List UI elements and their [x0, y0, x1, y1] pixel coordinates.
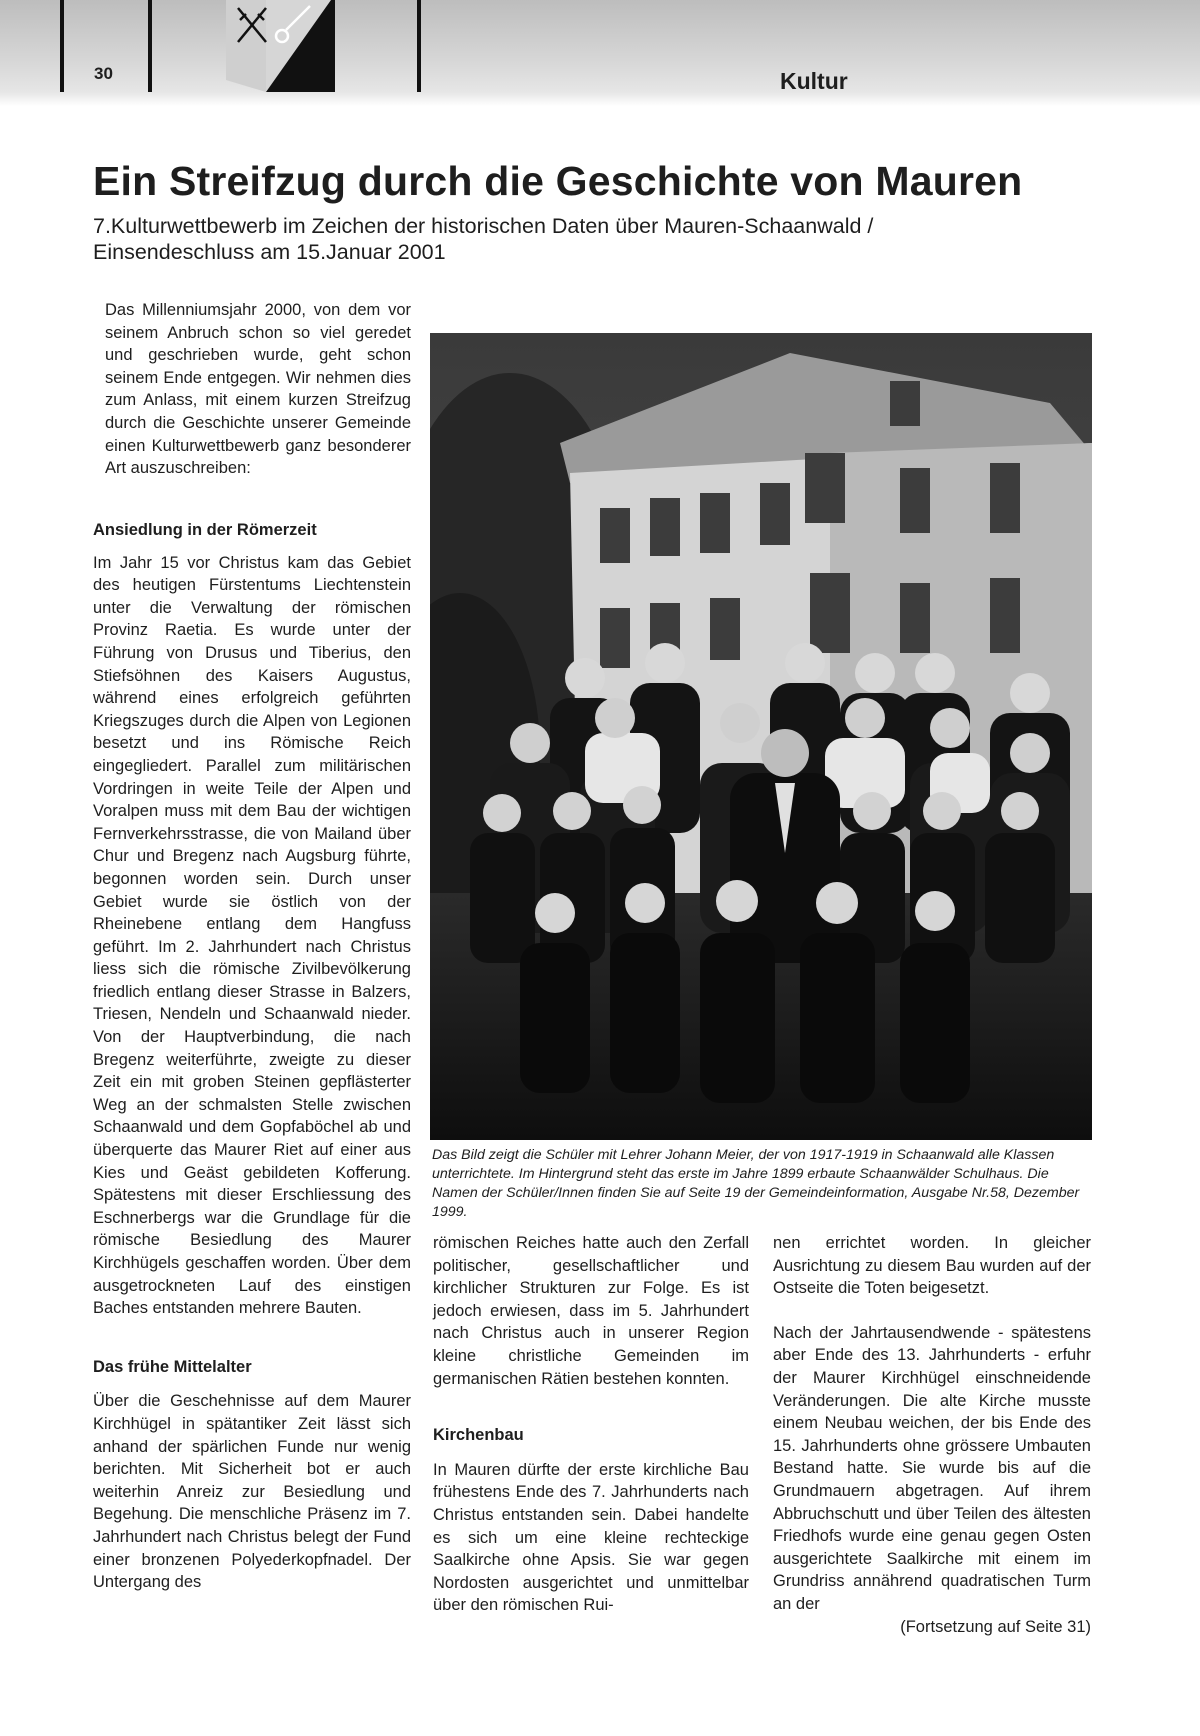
text-column-2 — [433, 1232, 749, 1617]
section-heading: Ansiedlung in der Römerzeit — [93, 521, 317, 539]
photo-caption: Das Bild zeigt die Schüler mit Lehrer Johann Meier, der von 1917-1919 in Schaanwald alle Klassen unterrichtete. Im Hintergrund steht das erste im Jahre 1899 erbaute Schaanwälder Schulhaus. Die Namen der Schüler/Innen finden Sie auf Seite 19 der Gemeindeinformation, Ausgabe Nr.58, Dezember 1999. — [432, 1147, 1080, 1220]
section-heading: Kirchenbau — [433, 1426, 524, 1445]
header-rule — [331, 0, 335, 92]
article-subtitle: 7.Kulturwettbewerb im Zeichen der historischen Daten über Mauren-Schaanwald / Einsendeschluss am 15.Januar 2001 — [93, 214, 874, 264]
section-paragraph: Über die Geschehnisse auf dem Maurer Kirchhügel in spätantiker Zeit lässt sich anhand der spärlichen Funde nur wenig berichten. Mit Sicherheit bot er auch weiterhin Anreiz zur Besiedlung und Begehung. Die menschliche Präsenz im 7. Jahrhundert nach Christus belegt der Fund einer bronzenen Polyederkopfnadel. Der Untergang des — [93, 1392, 411, 1592]
section-heading: Das frühe Mittelalter — [93, 1357, 252, 1376]
header-rule — [60, 0, 64, 92]
page-number: 30 — [94, 64, 113, 83]
section-paragraph: Im Jahr 15 vor Christus kam das Gebiet des heutigen Fürstentums Liechtenstein unter die Verwaltung der römischen Provinz Raetia. Es wurde unter der Führung von Drusus und Tiberius, den Stiefsöhnen des Kaisers Augustus, während eines erfolgreich geführten Kriegszuges durch die Alpen von Legionen besetzt und ins Römische Reich eingegliedert. Parallel zum militärischen Vordringen in weite Teile der Alpen und Voralpen muss mit dem Bau der wichtigen Fernverkehrsstrasse, die von Mailand über Chur und Bregenz nach Augsburg führte, begonnen worden sein. Durch unser Gebiet wurde sie östlich von der Rheinebene entlang dem Hangfuss geführt. Im 2. Jahrhundert nach Christus liess sich die römische Zivilbevölkerung friedlich entlang dieser Strasse in Balzers, Triesen, Nendeln und Schaanwald nieder. Von der Hauptverbindung, die nach Bregenz weiterführte, zweigte zu dieser Zeit ein mit groben Steinen gepflästerter Weg an der schmalsten Stelle zwischen Schaanwald und dem Gopfaböchel ab und überquerte das Maurer Riet auf einer aus Kies und Geäst gebildeten Kofferung. Spätestens mit dieser Erschliessung des Eschnerbergs war die Grundlage für die römische Besiedlung des Maurer Kirchhügels geschaffen worden. Über dem ausgetrockneten Lauf des einstigen Baches entstanden mehrere Bauten. — [93, 553, 411, 1318]
mauren-coat-of-arms-icon — [226, 0, 331, 92]
section-paragraph: nen errichtet worden. In gleicher Ausrichtung zu diesem Bau wurden auf der Ostseite die Toten beigesetzt. — [773, 1234, 1091, 1298]
header-fade — [0, 92, 1200, 106]
intro-paragraph: Das Millenniumsjahr 2000, von dem vor seinem Anbruch schon so viel geredet und geschrieben wurde, geht schon seinem Ende entgegen. Wir nehmen dies zum Anlass, mit einem kurzen Streifzug durch die Geschichte unserer Gemeinde einen Kulturwettbewerb ganz besonderer Art auszuschreiben: — [105, 301, 411, 478]
header-rule — [148, 0, 152, 92]
article-title: Ein Streifzug durch die Geschichte von Mauren — [93, 158, 1023, 204]
text-column-1 — [93, 519, 411, 1594]
section-paragraph: römischen Reiches hatte auch den Zerfall politischer, gesellschaftlicher und kirchlicher Strukturen zur Folge. Es ist jedoch erwiesen, dass im 5. Jahrhundert nach Christus auch in unserer Region kleine christliche Gemeinden im germanischen Rätien bestehen konnten. — [433, 1234, 749, 1388]
section-label: Kultur — [780, 68, 848, 94]
section-paragraph: Nach der Jahrtausendwende - spätestens aber Ende des 13. Jahrhunderts - erfuhr der Maurer Kirchhügel einschneidende Veränderungen. Die alte Kirche musste einem Neubau weichen, der bis Ende des 15. Jahrhunderts ohne grössere Umbauten Bestand hatte. Sie wurde bis auf die Grundmauern abgetragen. Auf ihrem Abbruchschutt und über Teilen des ältesten Friedhofs wurde eine genau gegen Osten ausgerichtete Saalkirche mit einem im Grundriss annährend quadratischen Turm an der — [773, 1323, 1091, 1613]
header-rule — [417, 0, 421, 92]
header-band — [0, 0, 1200, 92]
continuation-note: (Fortsetzung auf Seite 31) — [900, 1617, 1091, 1636]
text-column-3 — [773, 1232, 1091, 1638]
historic-class-photo — [430, 333, 1092, 1140]
photo-illustration — [430, 333, 1092, 1140]
section-paragraph: In Mauren dürfte der erste kirchliche Bau frühestens Ende des 7. Jahrhunderts nach Christus entstanden sein. Dabei handelte es sich um eine kleine rechteckige Saalkirche ohne Apsis. Sie war gegen Nordosten ausgerichtet und unmittelbar über den römischen Rui- — [433, 1460, 749, 1615]
